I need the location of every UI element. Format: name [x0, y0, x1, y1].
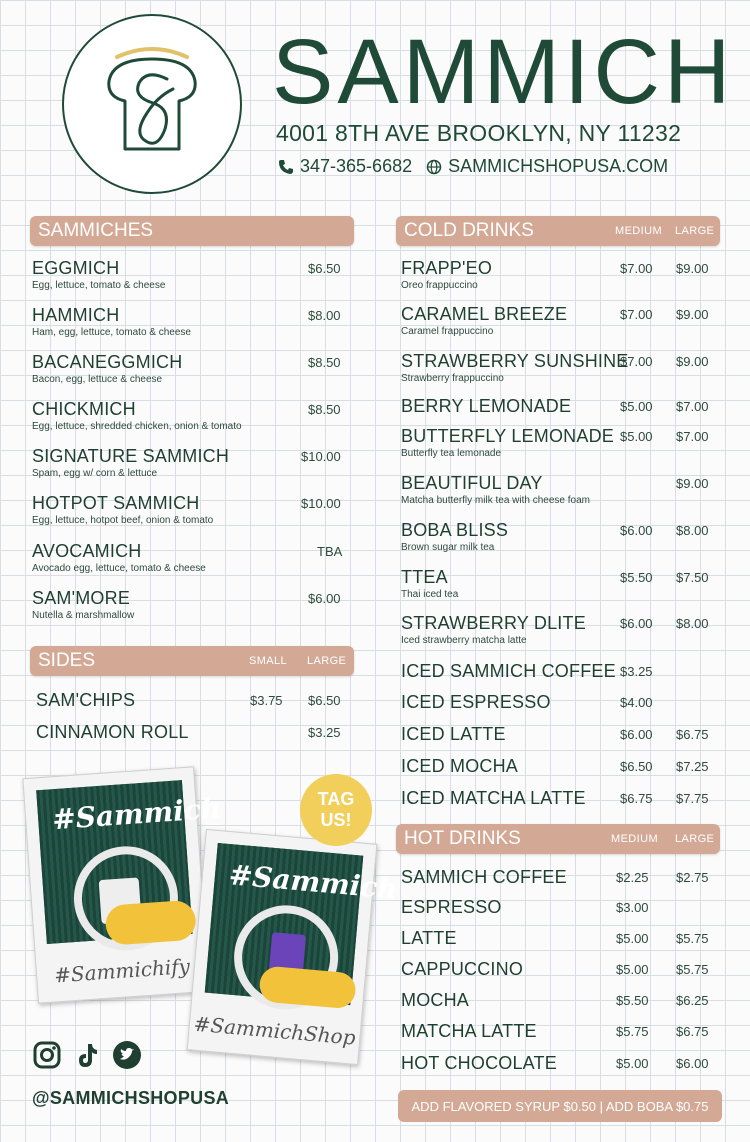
- twitter-icon[interactable]: [112, 1040, 142, 1070]
- cold-col-medium: MEDIUM: [615, 225, 663, 237]
- item-price: $6.50: [308, 261, 341, 276]
- item-price-large: $6.75: [676, 727, 709, 742]
- item-price-medium: $6.00: [620, 523, 653, 538]
- item-desc: Caramel frappuccino: [401, 326, 494, 337]
- item-price-large: $8.00: [676, 616, 709, 631]
- sides-col-large: LARGE: [307, 655, 347, 667]
- item-price-medium: $7.00: [620, 261, 653, 276]
- phone-icon: [276, 157, 296, 177]
- photo-2-sign: #Sammich: [227, 858, 400, 906]
- item-price-large: $7.00: [676, 399, 709, 414]
- item-price-medium: $3.25: [620, 664, 653, 679]
- photo-1-caption: #Sammichify: [53, 954, 191, 988]
- item-name: CHICKMICH: [32, 399, 136, 419]
- item-price-large: $5.75: [676, 931, 709, 946]
- hot-col-large: LARGE: [675, 833, 715, 845]
- item-desc: Spam, egg w/ corn & lettuce: [32, 468, 158, 479]
- photo-2-caption: #SammichShop: [192, 1011, 357, 1050]
- item-price-large: $9.00: [676, 354, 709, 369]
- item-name: ICED SAMMICH COFFEE: [401, 661, 616, 681]
- tiktok-icon[interactable]: [72, 1040, 102, 1070]
- item-name: FRAPP'EO: [401, 258, 493, 278]
- item-price-large: $2.75: [676, 870, 709, 885]
- item-price: $8.00: [308, 308, 341, 323]
- photo-1: [36, 780, 223, 944]
- hot-col-medium: MEDIUM: [611, 833, 659, 845]
- item-price-large: $9.00: [676, 307, 709, 322]
- item-price-small: $3.75: [250, 693, 283, 708]
- website-link[interactable]: SAMMICHSHOPUSA.COM: [448, 156, 669, 176]
- item-name: HOT CHOCOLATE: [401, 1053, 557, 1073]
- item-name: ESPRESSO: [401, 897, 502, 917]
- item-desc: Bacon, egg, lettuce & cheese: [32, 374, 163, 385]
- item-name: BUTTERFLY LEMONADE: [401, 426, 614, 446]
- item-price-medium: $5.00: [616, 1056, 649, 1071]
- cold-drinks-header: [396, 216, 720, 246]
- item-price-medium: $7.00: [620, 354, 653, 369]
- item-name: BEAUTIFUL DAY: [401, 473, 543, 493]
- item-name: SAMMICH COFFEE: [401, 867, 567, 887]
- item-name: HOTPOT SAMMICH: [32, 493, 200, 513]
- item-name: EGGMICH: [32, 258, 120, 278]
- item-price-medium: $6.50: [620, 759, 653, 774]
- item-price-medium: $5.50: [620, 570, 653, 585]
- item-price-large: $6.00: [676, 1056, 709, 1071]
- item-desc: Egg, lettuce, shredded chicken, onion & tomato: [32, 421, 242, 432]
- item-name: LATTE: [401, 928, 457, 948]
- item-price-large: $7.75: [676, 791, 709, 806]
- item-name: BERRY LEMONADE: [401, 396, 572, 416]
- phone-number[interactable]: 347-365-6682: [300, 156, 413, 176]
- item-price-large: $7.50: [676, 570, 709, 585]
- tag-us-badge: [300, 774, 372, 846]
- item-price: $10.00: [301, 449, 341, 464]
- item-name: TTEA: [401, 567, 448, 587]
- item-name: SAM'CHIPS: [36, 690, 136, 710]
- item-price-medium: $7.00: [620, 307, 653, 322]
- item-desc: Ham, egg, lettuce, tomato & cheese: [32, 327, 191, 338]
- sammiches-header: [30, 216, 354, 246]
- item-name: CAPPUCCINO: [401, 959, 524, 979]
- logo-bread-icon: [87, 39, 217, 169]
- cold-drinks-title: COLD DRINKS: [404, 220, 534, 241]
- cold-col-large: LARGE: [675, 225, 715, 237]
- item-price-medium: $6.00: [620, 727, 653, 742]
- item-name: SIGNATURE SAMMICH: [32, 446, 230, 466]
- item-desc: Egg, lettuce, hotpot beef, onion & tomato: [32, 515, 214, 526]
- item-price-large: $6.25: [676, 993, 709, 1008]
- item-price-medium: $5.75: [616, 1024, 649, 1039]
- item-desc: Nutella & marshmallow: [32, 610, 135, 621]
- item-price-medium: $5.00: [620, 429, 653, 444]
- item-desc: Butterfly tea lemonade: [401, 448, 502, 459]
- globe-icon: [424, 157, 444, 177]
- item-price-large: $5.75: [676, 962, 709, 977]
- item-name: ICED ESPRESSO: [401, 692, 551, 712]
- item-price: $8.50: [308, 402, 341, 417]
- item-name: SAM'MORE: [32, 588, 131, 608]
- social-links: [32, 1040, 142, 1070]
- item-price-medium: $5.00: [616, 962, 649, 977]
- item-name: HAMMICH: [32, 305, 120, 325]
- hot-drinks-title: HOT DRINKS: [404, 828, 521, 849]
- tag-line-1: TAG: [317, 789, 355, 810]
- sides-title: SIDES: [38, 650, 96, 671]
- item-price: $10.00: [301, 496, 341, 511]
- item-price-medium: $6.00: [620, 616, 653, 631]
- item-desc: Oreo frappuccino: [401, 280, 478, 291]
- item-desc: Strawberry frappuccino: [401, 373, 504, 384]
- item-name: MATCHA LATTE: [401, 1021, 537, 1041]
- social-handle[interactable]: @SAMMICHSHOPUSA: [32, 1088, 230, 1108]
- item-name: STRAWBERRY SUNSHINE: [401, 351, 629, 371]
- item-price-large: $8.00: [676, 523, 709, 538]
- item-desc: Egg, lettuce, tomato & cheese: [32, 280, 166, 291]
- contact-line: [276, 156, 668, 177]
- add-ons-note: ADD FLAVORED SYRUP $0.50 | ADD BOBA $0.75: [398, 1090, 722, 1122]
- sides-col-small: SMALL: [249, 655, 288, 667]
- item-price: $8.50: [308, 355, 341, 370]
- item-desc: Matcha butterfly milk tea with cheese foam: [401, 495, 590, 506]
- photo-1-balloons: [104, 900, 197, 946]
- item-name: STRAWBERRY DLITE: [401, 613, 586, 633]
- item-name: ICED LATTE: [401, 724, 506, 744]
- brand-name: SAMMICH: [272, 21, 735, 123]
- item-name: CINNAMON ROLL: [36, 722, 189, 742]
- item-price-large: $9.00: [676, 261, 709, 276]
- item-desc: Brown sugar milk tea: [401, 542, 495, 553]
- item-price-medium: $5.00: [620, 399, 653, 414]
- photo-polaroid-2: [187, 829, 400, 1065]
- item-price-large: $7.00: [676, 429, 709, 444]
- hot-drinks-header: [396, 824, 720, 854]
- store-address: 4001 8TH AVE BROOKLYN, NY 11232: [276, 120, 682, 146]
- item-price-large: $6.50: [308, 693, 341, 708]
- item-desc: Avocado egg, lettuce, tomato & cheese: [32, 563, 206, 574]
- item-price-large: $6.75: [676, 1024, 709, 1039]
- item-name: ICED MOCHA: [401, 756, 519, 776]
- item-price-large: $9.00: [676, 476, 709, 491]
- photo-2: [205, 843, 400, 1005]
- item-desc: Iced strawberry matcha latte: [401, 635, 527, 646]
- item-price: $6.00: [308, 591, 341, 606]
- sammiches-title: SAMMICHES: [38, 220, 154, 241]
- item-price-medium: $5.00: [616, 931, 649, 946]
- item-price: TBA: [317, 544, 343, 559]
- item-price-medium: $4.00: [620, 695, 653, 710]
- item-desc: Thai iced tea: [401, 589, 459, 600]
- instagram-icon[interactable]: [32, 1040, 62, 1070]
- item-name: ICED MATCHA LATTE: [401, 788, 586, 808]
- item-name: CARAMEL BREEZE: [401, 304, 568, 324]
- item-price-medium: $6.75: [620, 791, 653, 806]
- item-name: MOCHA: [401, 990, 469, 1010]
- item-price-large: $3.25: [308, 725, 341, 740]
- item-price-medium: $5.50: [616, 993, 649, 1008]
- item-name: BOBA BLISS: [401, 520, 509, 540]
- logo: [62, 14, 242, 194]
- photo-polaroid-1: [22, 766, 223, 1003]
- tag-line-2: US!: [320, 810, 352, 830]
- item-name: AVOCAMICH: [32, 541, 142, 561]
- photo-1-sign: #Sammich: [51, 791, 223, 837]
- sides-header: [30, 646, 354, 676]
- item-price-medium: $3.00: [616, 900, 649, 915]
- item-price-large: $7.25: [676, 759, 709, 774]
- item-name: BACANEGGMICH: [32, 352, 183, 372]
- item-price-medium: $2.25: [616, 870, 649, 885]
